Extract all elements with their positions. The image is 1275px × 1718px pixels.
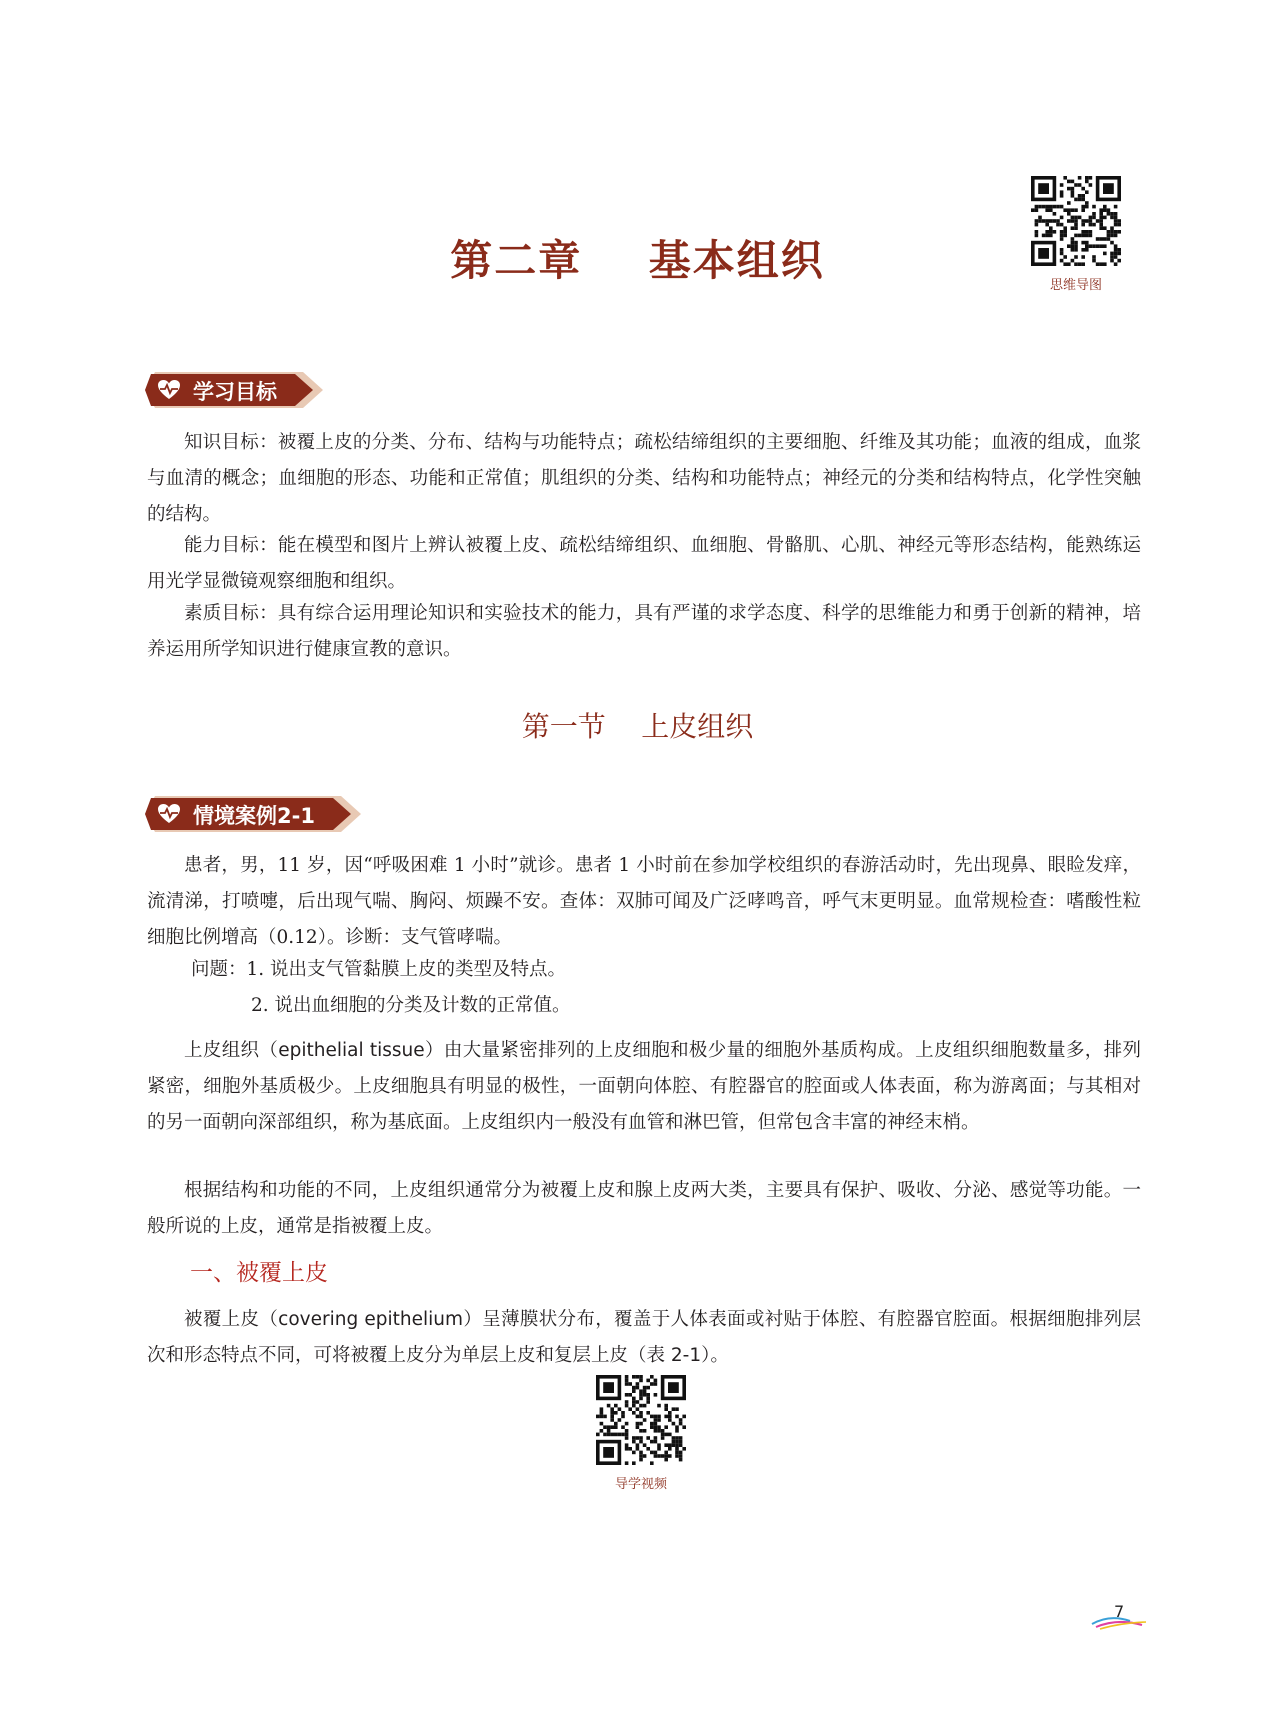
body-paragraph: 被覆上皮（covering epithelium）呈薄膜状分布，覆盖于人体表面或衬贴于体腔、有腔器官腔面。根据细胞排列层次和形态特点不同，可将被覆上皮分为单层上皮和复层上皮（表 2-1）。 bbox=[147, 1309, 1141, 1366]
case-text: 患者，男，11 岁，因“呼吸困难 1 小时”就诊。患者 1 小时前在参加学校组织的春游活动时，先出现鼻、眼睑发痒，流清涕，打喷嚏，后出现气喘、胸闷、烦躁不安。查体：双肺可闻及广泛哮鸣音，呼气末更明显。血常规检查：嗜酸性粒细胞比例增高（0.12）。诊断：支气管哮喘。 bbox=[147, 855, 1141, 948]
qr-guide-video[interactable] bbox=[585, 1375, 697, 1492]
qr-mind-map[interactable] bbox=[1020, 176, 1132, 293]
subsection-heading: 一、被覆上皮 bbox=[190, 1260, 328, 1286]
case-question-1: 问题：1. 说出支气管黏膜上皮的类型及特点。 bbox=[191, 959, 567, 980]
objective-quality: 素质目标：具有综合运用理论知识和实验技术的能力，具有严谨的求学态度、科学的思维能力和勇于创新的精神，培养运用所学知识进行健康宣教的意识。 bbox=[147, 603, 1141, 660]
page-number-text: 7 bbox=[1114, 1602, 1125, 1621]
chapter-title: 第二章 基本组织 bbox=[450, 236, 825, 285]
heart-pulse-icon bbox=[157, 802, 181, 826]
objective-ability: 能力目标：能在模型和图片上辨认被覆上皮、疏松结缔组织、血细胞、骨骼肌、心肌、神经元等形态结构，能熟练运用光学显微镜观察细胞和组织。 bbox=[147, 535, 1141, 592]
qr-code-icon bbox=[1031, 176, 1121, 266]
tag-label: 情境案例2-1 bbox=[193, 804, 315, 828]
qr-caption: 思维导图 bbox=[1049, 278, 1102, 293]
section-title: 第一节 上皮组织 bbox=[521, 710, 754, 743]
page-number bbox=[1090, 1604, 1150, 1634]
body-paragraph: 上皮组织（epithelial tissue）由大量紧密排列的上皮细胞和极少量的细胞外基质构成。上皮组织细胞数量多，排列紧密，细胞外基质极少。上皮细胞具有明显的极性，一面朝向体腔、有腔器官的腔面或人体表面，称为游离面；与其相对的另一面朝向深部组织，称为基底面。上皮组织内一般没有血管和淋巴管，但常包含丰富的神经末梢。 bbox=[147, 1040, 1141, 1133]
case-study-tag bbox=[145, 796, 361, 832]
body-paragraph: 根据结构和功能的不同，上皮组织通常分为被覆上皮和腺上皮两大类，主要具有保护、吸收、分泌、感觉等功能。一般所说的上皮，通常是指被覆上皮。 bbox=[147, 1180, 1141, 1237]
tag-label: 学习目标 bbox=[193, 380, 277, 404]
case-question-2: 2. 说出血细胞的分类及计数的正常值。 bbox=[251, 995, 571, 1016]
objective-knowledge: 知识目标：被覆上皮的分类、分布、结构与功能特点；疏松结缔组织的主要细胞、纤维及其功能；血液的组成，血浆与血清的概念；血细胞的形态、功能和正常值；肌组织的分类、结构和功能特点；神经元的分类和结构特点，化学性突触的结构。 bbox=[147, 432, 1141, 525]
heart-pulse-icon bbox=[157, 378, 181, 402]
qr-caption: 导学视频 bbox=[614, 1477, 667, 1492]
learning-objectives-tag bbox=[145, 372, 323, 408]
qr-code-icon bbox=[596, 1375, 686, 1465]
